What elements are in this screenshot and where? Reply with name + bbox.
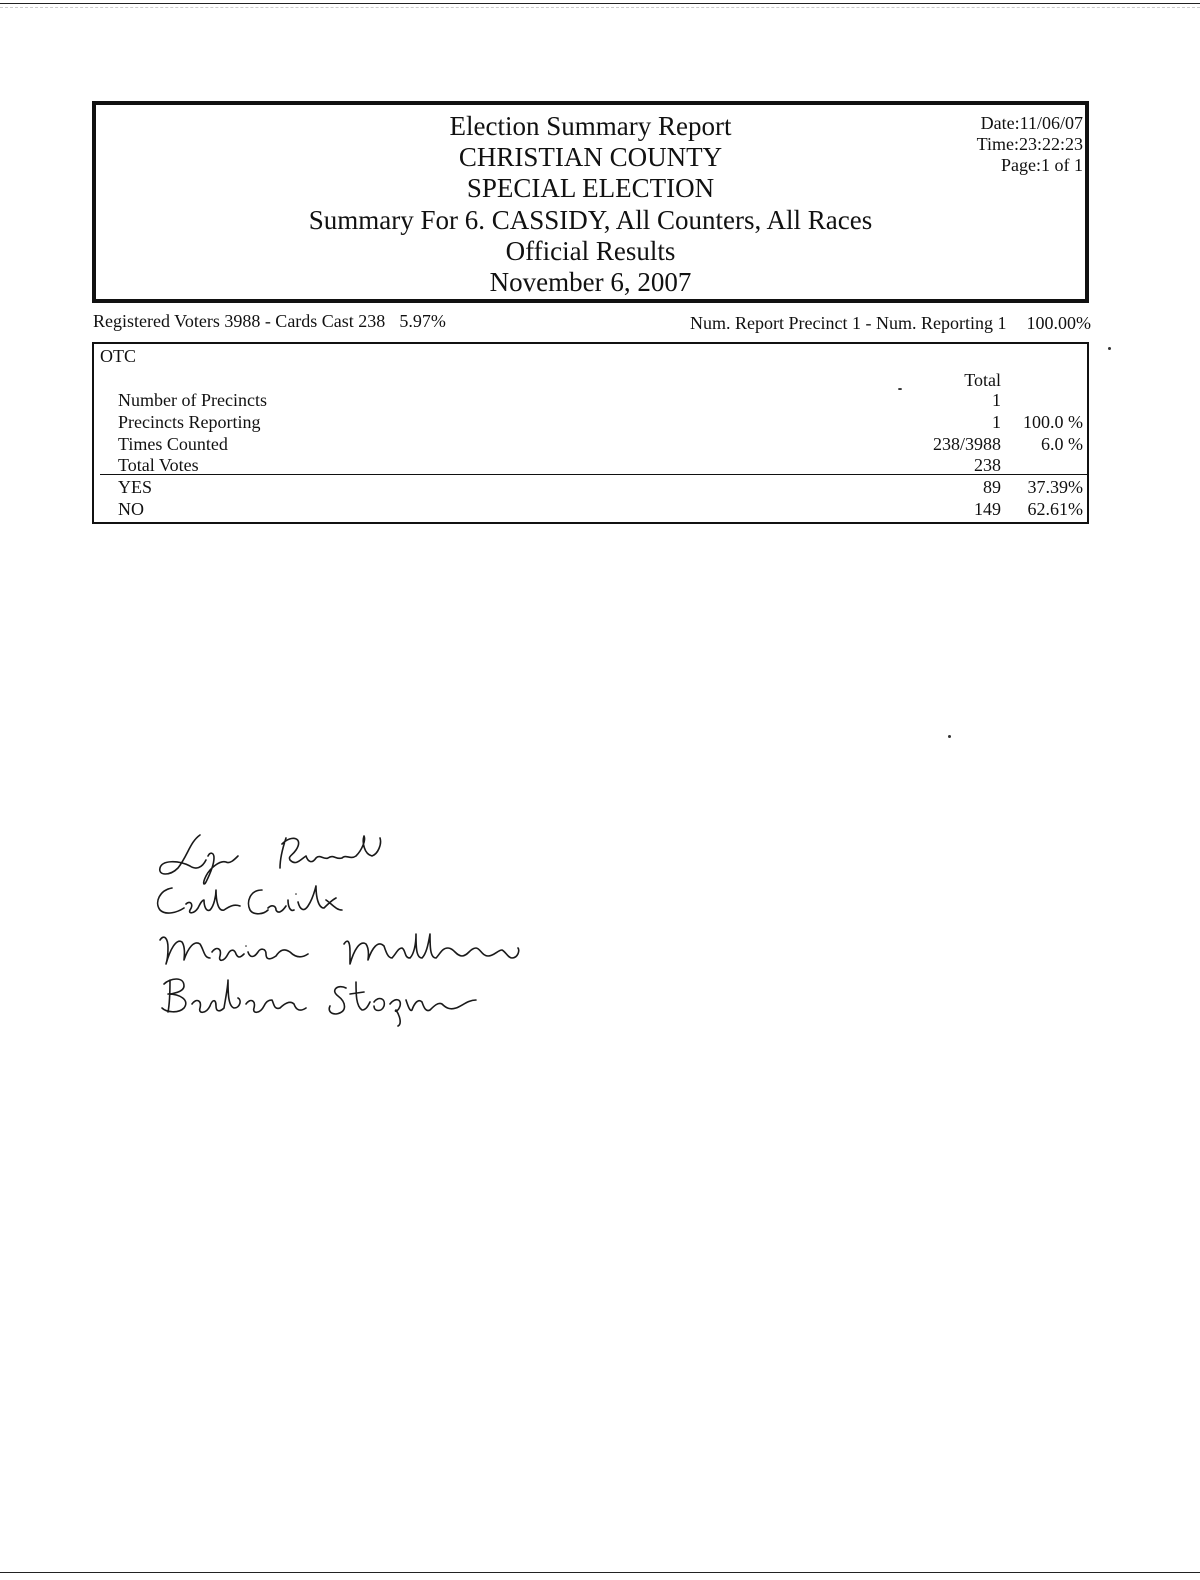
signature-1: [160, 835, 381, 884]
report-title-block: [96, 111, 1085, 298]
county-name: CHRISTIAN COUNTY: [458, 142, 723, 173]
signature-4: [162, 979, 476, 1026]
stat-label: Number of Precincts: [118, 390, 267, 410]
scan-speck: [948, 735, 951, 738]
report-title: Election Summary Report: [449, 111, 732, 141]
report-page: Page:1 of 1: [1001, 155, 1083, 175]
stat-total: 1: [992, 412, 1001, 432]
report-meta: [977, 113, 1083, 176]
table-divider: [100, 474, 1087, 475]
choice-percent: 62.61%: [1027, 499, 1083, 519]
scan-edge-bottom: [0, 1572, 1200, 1573]
election-date: November 6, 2007: [489, 267, 692, 298]
turnout-percent: 5.97%: [399, 311, 446, 331]
turnout-summary: [93, 311, 446, 332]
stat-percent: 100.0 %: [1023, 412, 1083, 432]
table-row: [94, 454, 1087, 476]
table-row: [94, 498, 1087, 520]
results-status: Official Results: [505, 235, 676, 266]
stat-label: Precincts Reporting: [118, 412, 261, 432]
reporting-summary: [690, 313, 1091, 334]
report-header: [92, 101, 1089, 303]
choice-total: 149: [974, 499, 1001, 519]
stat-label: Total Votes: [118, 455, 199, 475]
scan-speck: [1108, 347, 1111, 350]
report-date: Date:11/06/07: [980, 113, 1083, 133]
choice-total: 89: [983, 477, 1001, 497]
scan-edge-dashes: [0, 7, 1200, 8]
stat-label: Times Counted: [118, 434, 228, 454]
stat-percent: 6.0 %: [1041, 434, 1083, 454]
stat-total: 238/3988: [932, 434, 1001, 454]
choice-percent: 37.39%: [1027, 477, 1083, 497]
stat-total: 1: [992, 390, 1001, 410]
table-row: [94, 411, 1087, 433]
table-row: [94, 433, 1087, 455]
race-title: OTC: [100, 346, 136, 366]
reporting-percent: 100.00%: [1026, 313, 1091, 333]
choice-label: NO: [118, 499, 144, 519]
signature-3: [160, 934, 519, 964]
stat-total: 238: [974, 455, 1001, 475]
report-time: Time:23:22:23: [976, 134, 1083, 154]
signature-2: [158, 886, 342, 914]
scan-edge-top: [0, 3, 1200, 4]
precincts-reporting-text: Num. Report Precinct 1 - Num. Reporting 1: [690, 313, 1007, 333]
total-column-header: Total: [964, 370, 1001, 390]
race-results-table: [92, 342, 1089, 524]
table-row: [94, 389, 1087, 411]
summary-scope: Summary For 6. CASSIDY, All Counters, All Races: [308, 204, 873, 235]
election-name: SPECIAL ELECTION: [466, 173, 715, 204]
signature-block: [150, 830, 570, 1030]
registered-voters: Registered Voters 3988 - Cards Cast 238: [93, 311, 386, 331]
table-header-row: [94, 369, 1087, 391]
choice-label: YES: [118, 477, 153, 497]
table-row: [94, 476, 1087, 498]
